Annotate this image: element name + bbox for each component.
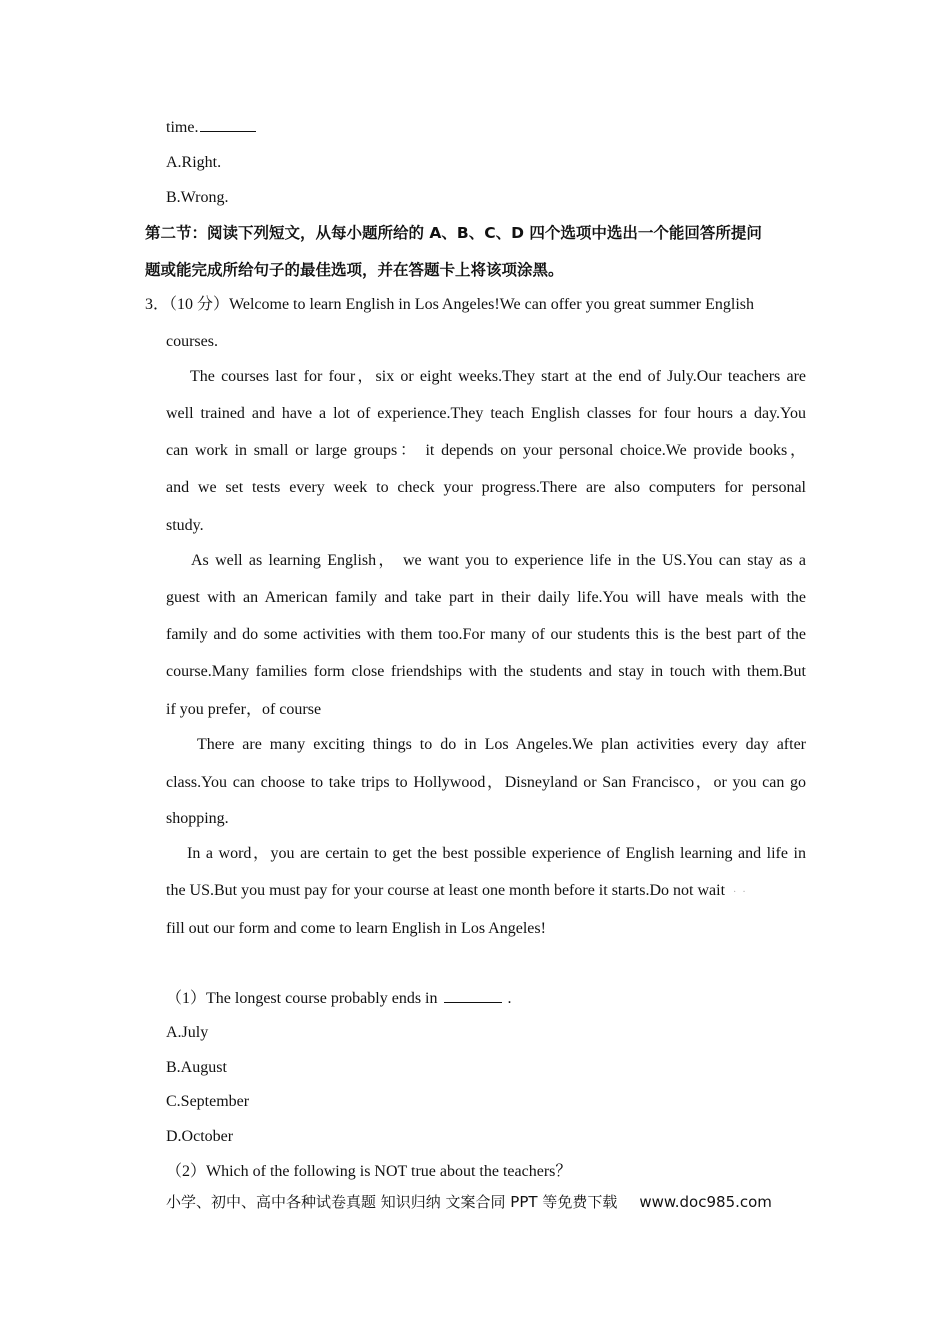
option-d: D.October: [166, 1128, 234, 1145]
section-instruction-line1: 第二节：阅读下列短文，从每小题所给的 A、B、C、D 四个选项中选出一个能回答所提问: [145, 224, 762, 242]
passage-line: As well as learning English， we want you to experience life in the US.You can stay as a: [191, 552, 806, 569]
passage-line: course.Many families form close friendships with the students and stay in touch with them.But: [166, 663, 806, 680]
passage-line: courses.: [166, 333, 218, 350]
page-footer: [166, 1191, 772, 1212]
passage-line: Welcome to learn English in Los Angeles!We can offer you great summer English: [229, 296, 755, 313]
passage-line: class.You can choose to take trips to Hollywood，Disneyland or San Francisco，or you can go: [166, 774, 806, 791]
prev-question-stem-end: time.: [166, 118, 256, 138]
passage-line-wait: the US.But you must pay for your course at least one month before it starts.Do not wait ··: [166, 882, 752, 899]
answer-blank: [444, 990, 502, 1003]
passage-line: can work in small or large groups： it depends on your personal choice.We provide books，: [166, 442, 806, 459]
sub-question-2: （2）Which of the following is NOT true about the teachers？: [166, 1163, 572, 1180]
section-instruction-line2: 题或能完成所给句子的最佳选项，并在答题卡上将该项涂黑。: [145, 261, 564, 279]
passage-line: guest with an American family and take part in their daily life.You will have meals with the: [166, 589, 806, 606]
footer-url: www.doc985.com: [639, 1193, 772, 1211]
passage-line: There are many exciting things to do in Los Angeles.We plan activities every day after: [197, 736, 806, 753]
passage-line: shopping.: [166, 810, 229, 827]
sub-question-1: （1）The longest course probably ends in .: [166, 990, 512, 1007]
passage-line: family and do some activities with them too.For many of our students this is the best part of the: [166, 626, 806, 643]
option-b: B.August: [166, 1059, 227, 1076]
passage-line: if you prefer，of course: [166, 701, 322, 718]
passage-line: fill out our form and come to learn English in Los Angeles!: [166, 920, 546, 937]
passage-line: well trained and have a lot of experience.They teach English classes for four hours a day.You: [166, 405, 806, 422]
question-number: 3．: [145, 296, 170, 313]
passage-line: and we set tests every week to check your progress.There are also computers for personal: [166, 479, 806, 496]
answer-blank: [200, 119, 256, 132]
prev-option-a: A.Right.: [166, 154, 222, 171]
question3-header: [145, 295, 806, 315]
faint-dots: ··: [733, 887, 752, 898]
option-c: C.September: [166, 1093, 250, 1110]
prev-option-b: B.Wrong.: [166, 189, 229, 206]
question-score: （10 分）: [169, 296, 230, 313]
option-a: A.July: [166, 1024, 209, 1041]
passage-line: The courses last for four，six or eight weeks.They start at the end of July.Our teachers are: [190, 368, 806, 385]
footer-text: 小学、初中、高中各种试卷真题 知识归纳 文案合同 PPT 等免费下载: [166, 1193, 618, 1211]
passage-line: study.: [166, 517, 204, 534]
passage-line: In a word，you are certain to get the best possible experience of English learning and life in: [187, 845, 806, 862]
